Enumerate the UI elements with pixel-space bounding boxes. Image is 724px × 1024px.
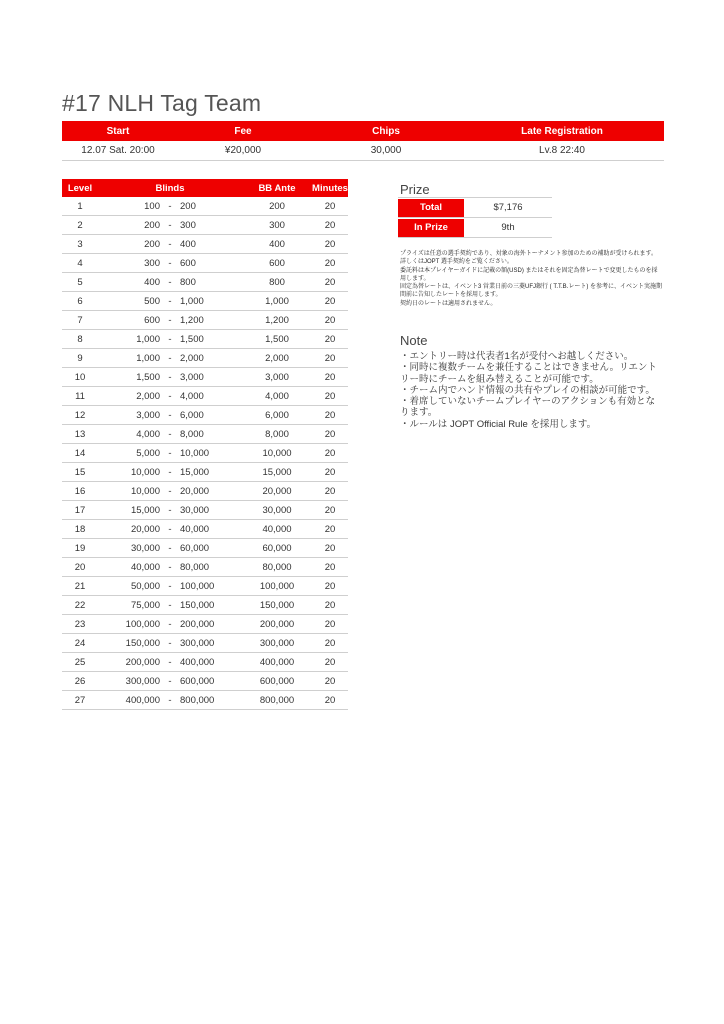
level-cell: 17 bbox=[74, 504, 86, 516]
blinds-cell bbox=[98, 695, 242, 706]
minutes-cell: 20 bbox=[324, 295, 336, 307]
blinds-separator: - bbox=[168, 390, 172, 402]
blinds-cell bbox=[98, 296, 242, 307]
prize-value: $7,176 bbox=[493, 202, 523, 213]
blinds-separator: - bbox=[168, 675, 172, 687]
big-blind-value: 600 bbox=[180, 257, 196, 269]
prize-row-total bbox=[398, 197, 552, 217]
header-bb-ante: BB Ante bbox=[258, 182, 296, 194]
header-blinds: Blinds bbox=[155, 182, 185, 194]
prize-title: Prize bbox=[400, 182, 430, 197]
level-cell: 7 bbox=[77, 314, 83, 326]
bb-ante-cell: 15,000 bbox=[262, 466, 292, 478]
small-blind-value: 150,000 bbox=[125, 637, 160, 649]
level-cell: 9 bbox=[77, 352, 83, 364]
minutes-cell: 20 bbox=[324, 694, 336, 706]
minutes-cell: 20 bbox=[324, 618, 336, 630]
blinds-cell bbox=[98, 657, 242, 668]
bb-ante-cell: 6,000 bbox=[265, 409, 289, 421]
level-cell: 14 bbox=[74, 447, 86, 459]
blinds-cell bbox=[98, 581, 242, 592]
table-row bbox=[62, 558, 348, 577]
bb-ante-cell: 600 bbox=[269, 257, 285, 269]
bb-ante-cell: 4,000 bbox=[265, 390, 289, 402]
minutes-cell: 20 bbox=[324, 333, 336, 345]
table-row bbox=[62, 672, 348, 691]
table-row bbox=[62, 463, 348, 482]
blinds-separator: - bbox=[168, 447, 172, 459]
level-cell: 15 bbox=[74, 466, 86, 478]
event-info-header bbox=[62, 121, 664, 141]
prize-value: 9th bbox=[501, 222, 515, 233]
bb-ante-cell: 1,000 bbox=[265, 295, 289, 307]
blinds-cell bbox=[98, 486, 242, 497]
blinds-separator: - bbox=[168, 599, 172, 611]
small-blind-value: 20,000 bbox=[130, 523, 160, 535]
blinds-cell bbox=[98, 676, 242, 687]
small-blind-value: 4,000 bbox=[136, 428, 160, 440]
big-blind-value: 1,200 bbox=[180, 314, 204, 326]
bb-ante-cell: 30,000 bbox=[262, 504, 292, 516]
table-row bbox=[62, 311, 348, 330]
big-blind-value: 300 bbox=[180, 219, 196, 231]
bb-ante-cell: 400,000 bbox=[259, 656, 295, 668]
level-cell: 23 bbox=[74, 618, 86, 630]
small-blind-value: 50,000 bbox=[130, 580, 160, 592]
big-blind-value: 20,000 bbox=[180, 485, 210, 497]
blinds-cell bbox=[98, 448, 242, 459]
blinds-cell bbox=[98, 638, 242, 649]
blinds-separator: - bbox=[168, 257, 172, 269]
blinds-separator: - bbox=[168, 694, 172, 706]
prize-row-in-prize bbox=[398, 217, 552, 238]
table-row bbox=[62, 387, 348, 406]
bb-ante-cell: 1,500 bbox=[265, 333, 289, 345]
blinds-cell bbox=[98, 429, 242, 440]
minutes-cell: 20 bbox=[324, 371, 336, 383]
table-row bbox=[62, 197, 348, 216]
level-cell: 26 bbox=[74, 675, 86, 687]
bb-ante-cell: 200 bbox=[269, 200, 285, 212]
small-blind-value: 300,000 bbox=[125, 675, 160, 687]
table-row bbox=[62, 330, 348, 349]
level-cell: 3 bbox=[77, 238, 83, 250]
prize-note: 契約日のレートは適用されません。 bbox=[400, 300, 497, 307]
minutes-cell: 20 bbox=[324, 352, 336, 364]
blinds-cell bbox=[98, 334, 242, 345]
table-row bbox=[62, 425, 348, 444]
big-blind-value: 200 bbox=[180, 200, 196, 212]
small-blind-value: 5,000 bbox=[136, 447, 160, 459]
blinds-cell bbox=[98, 277, 242, 288]
level-cell: 12 bbox=[74, 409, 86, 421]
blinds-separator: - bbox=[168, 656, 172, 668]
blinds-separator: - bbox=[168, 504, 172, 516]
minutes-cell: 20 bbox=[324, 409, 336, 421]
big-blind-value: 15,000 bbox=[180, 466, 210, 478]
bb-ante-cell: 600,000 bbox=[259, 675, 295, 687]
blinds-cell bbox=[98, 258, 242, 269]
bb-ante-cell: 20,000 bbox=[262, 485, 292, 497]
big-blind-value: 1,000 bbox=[180, 295, 204, 307]
blinds-cell bbox=[98, 562, 242, 573]
bb-ante-cell: 200,000 bbox=[259, 618, 295, 630]
big-blind-value: 800 bbox=[180, 276, 196, 288]
small-blind-value: 300 bbox=[144, 257, 160, 269]
note-list bbox=[400, 351, 662, 430]
blinds-separator: - bbox=[168, 371, 172, 383]
blinds-header bbox=[62, 179, 348, 197]
minutes-cell: 20 bbox=[324, 637, 336, 649]
big-blind-value: 60,000 bbox=[180, 542, 210, 554]
bb-ante-cell: 10,000 bbox=[262, 447, 292, 459]
small-blind-value: 1,500 bbox=[136, 371, 160, 383]
table-row bbox=[62, 615, 348, 634]
small-blind-value: 400,000 bbox=[125, 694, 160, 706]
prize-label: In Prize bbox=[398, 219, 464, 237]
big-blind-value: 30,000 bbox=[180, 504, 210, 516]
header-level: Level bbox=[67, 182, 93, 194]
table-row bbox=[62, 691, 348, 710]
level-cell: 5 bbox=[77, 276, 83, 288]
note-item: ・エントリー時は代表者1名が受付へお越しください。 bbox=[400, 351, 634, 362]
page-title: #17 NLH Tag Team bbox=[62, 90, 262, 116]
level-cell: 10 bbox=[74, 371, 86, 383]
table-row bbox=[62, 349, 348, 368]
level-cell: 21 bbox=[74, 580, 86, 592]
table-row bbox=[62, 273, 348, 292]
table-row bbox=[62, 368, 348, 387]
big-blind-value: 800,000 bbox=[180, 694, 215, 706]
level-cell: 6 bbox=[77, 295, 83, 307]
blinds-separator: - bbox=[168, 428, 172, 440]
bb-ante-cell: 2,000 bbox=[265, 352, 289, 364]
minutes-cell: 20 bbox=[324, 238, 336, 250]
big-blind-value: 40,000 bbox=[180, 523, 210, 535]
header-fee: Fee bbox=[234, 125, 252, 137]
table-row bbox=[62, 216, 348, 235]
table-row bbox=[62, 520, 348, 539]
late-registration-value: Lv.8 22:40 bbox=[539, 145, 585, 156]
blinds-separator: - bbox=[168, 276, 172, 288]
table-row bbox=[62, 596, 348, 615]
table-row bbox=[62, 292, 348, 311]
note-item: ・チーム内でハンド情報の共有やプレイの相談が可能です。 bbox=[400, 384, 655, 396]
small-blind-value: 10,000 bbox=[130, 485, 160, 497]
big-blind-value: 80,000 bbox=[180, 561, 210, 573]
bb-ante-cell: 8,000 bbox=[265, 428, 289, 440]
big-blind-value: 300,000 bbox=[180, 637, 215, 649]
minutes-cell: 20 bbox=[324, 219, 336, 231]
note-item: ・ルールは JOPT Official Rule を採用します。 bbox=[400, 418, 597, 430]
small-blind-value: 400 bbox=[144, 276, 160, 288]
big-blind-value: 8,000 bbox=[180, 428, 204, 440]
level-cell: 13 bbox=[74, 428, 86, 440]
table-row bbox=[62, 501, 348, 520]
note-title: Note bbox=[400, 333, 428, 348]
minutes-cell: 20 bbox=[324, 580, 336, 592]
minutes-cell: 20 bbox=[324, 599, 336, 611]
small-blind-value: 100 bbox=[144, 200, 160, 212]
big-blind-value: 4,000 bbox=[180, 390, 204, 402]
header-chips: Chips bbox=[372, 125, 400, 137]
note-item: ・着席していないチームプレイヤーのアクションも有効となります。 bbox=[400, 396, 656, 419]
blinds-separator: - bbox=[168, 333, 172, 345]
table-row bbox=[62, 653, 348, 672]
table-row bbox=[62, 444, 348, 463]
level-cell: 19 bbox=[74, 542, 86, 554]
small-blind-value: 1,000 bbox=[136, 333, 160, 345]
blinds-cell bbox=[98, 410, 242, 421]
table-row bbox=[62, 406, 348, 425]
note-item: ・同時に複数チームを兼任することはできません。リエントリー時にチームを組み替えることが可能です。 bbox=[400, 362, 657, 385]
minutes-cell: 20 bbox=[324, 485, 336, 497]
big-blind-value: 6,000 bbox=[180, 409, 204, 421]
event-info-values bbox=[62, 141, 664, 161]
level-cell: 4 bbox=[77, 257, 83, 269]
level-cell: 2 bbox=[77, 219, 83, 231]
bb-ante-cell: 80,000 bbox=[262, 561, 292, 573]
big-blind-value: 100,000 bbox=[180, 580, 215, 592]
header-start: Start bbox=[106, 125, 130, 137]
bb-ante-cell: 1,200 bbox=[265, 314, 289, 326]
small-blind-value: 600 bbox=[144, 314, 160, 326]
fee-value: ¥20,000 bbox=[224, 145, 262, 156]
minutes-cell: 20 bbox=[324, 542, 336, 554]
prize-note: 委託料は本プレイヤーガイドに記載の額(USD) またはそれを固定為替レートで変更したものを採用します。 bbox=[400, 267, 658, 282]
small-blind-value: 15,000 bbox=[130, 504, 160, 516]
bb-ante-cell: 400 bbox=[269, 238, 285, 250]
blinds-cell bbox=[98, 524, 242, 535]
minutes-cell: 20 bbox=[324, 276, 336, 288]
minutes-cell: 20 bbox=[324, 523, 336, 535]
big-blind-value: 200,000 bbox=[180, 618, 215, 630]
minutes-cell: 20 bbox=[324, 200, 336, 212]
minutes-cell: 20 bbox=[324, 314, 336, 326]
chips-value: 30,000 bbox=[370, 145, 402, 156]
blinds-separator: - bbox=[168, 314, 172, 326]
bb-ante-cell: 300,000 bbox=[259, 637, 295, 649]
minutes-cell: 20 bbox=[324, 675, 336, 687]
blinds-cell bbox=[98, 467, 242, 478]
level-cell: 24 bbox=[74, 637, 86, 649]
bb-ante-cell: 800 bbox=[269, 276, 285, 288]
small-blind-value: 3,000 bbox=[136, 409, 160, 421]
header-late-registration: Late Registration bbox=[521, 125, 603, 137]
level-cell: 8 bbox=[77, 333, 83, 345]
blinds-cell bbox=[98, 619, 242, 630]
blinds-cell bbox=[98, 220, 242, 231]
big-blind-value: 150,000 bbox=[180, 599, 215, 611]
blinds-separator: - bbox=[168, 219, 172, 231]
header-minutes: Minutes bbox=[312, 182, 348, 194]
prize-notes bbox=[400, 250, 662, 308]
event-info-table bbox=[62, 121, 664, 161]
bb-ante-cell: 40,000 bbox=[262, 523, 292, 535]
small-blind-value: 2,000 bbox=[136, 390, 160, 402]
small-blind-value: 200 bbox=[144, 219, 160, 231]
blinds-cell bbox=[98, 600, 242, 611]
blinds-cell bbox=[98, 372, 242, 383]
blinds-separator: - bbox=[168, 409, 172, 421]
small-blind-value: 30,000 bbox=[130, 542, 160, 554]
table-row bbox=[62, 482, 348, 501]
level-cell: 20 bbox=[74, 561, 86, 573]
small-blind-value: 500 bbox=[144, 295, 160, 307]
blinds-separator: - bbox=[168, 466, 172, 478]
minutes-cell: 20 bbox=[324, 656, 336, 668]
small-blind-value: 75,000 bbox=[130, 599, 160, 611]
small-blind-value: 100,000 bbox=[125, 618, 160, 630]
bb-ante-cell: 150,000 bbox=[259, 599, 295, 611]
blinds-cell bbox=[98, 239, 242, 250]
small-blind-value: 200,000 bbox=[125, 656, 160, 668]
blinds-separator: - bbox=[168, 618, 172, 630]
blinds-separator: - bbox=[168, 238, 172, 250]
blinds-separator: - bbox=[168, 580, 172, 592]
blinds-rows bbox=[62, 197, 348, 710]
blinds-cell bbox=[98, 391, 242, 402]
bb-ante-cell: 800,000 bbox=[259, 694, 295, 706]
minutes-cell: 20 bbox=[324, 504, 336, 516]
blinds-separator: - bbox=[168, 295, 172, 307]
start-value: 12.07 Sat. 20:00 bbox=[81, 145, 155, 156]
bb-ante-cell: 100,000 bbox=[259, 580, 295, 592]
prize-label: Total bbox=[398, 199, 464, 217]
prize-table bbox=[398, 197, 552, 238]
blinds-table bbox=[62, 179, 348, 710]
level-cell: 11 bbox=[75, 390, 85, 402]
bb-ante-cell: 60,000 bbox=[262, 542, 292, 554]
blinds-separator: - bbox=[168, 637, 172, 649]
blinds-separator: - bbox=[168, 561, 172, 573]
blinds-separator: - bbox=[168, 485, 172, 497]
level-cell: 25 bbox=[74, 656, 86, 668]
small-blind-value: 1,000 bbox=[136, 352, 160, 364]
big-blind-value: 400,000 bbox=[180, 656, 215, 668]
minutes-cell: 20 bbox=[324, 447, 336, 459]
table-row bbox=[62, 539, 348, 558]
blinds-separator: - bbox=[168, 542, 172, 554]
small-blind-value: 40,000 bbox=[130, 561, 160, 573]
blinds-cell bbox=[98, 201, 242, 212]
blinds-cell bbox=[98, 505, 242, 516]
blinds-separator: - bbox=[168, 352, 172, 364]
level-cell: 16 bbox=[74, 485, 86, 497]
table-row bbox=[62, 235, 348, 254]
table-row bbox=[62, 254, 348, 273]
blinds-cell bbox=[98, 543, 242, 554]
minutes-cell: 20 bbox=[324, 466, 336, 478]
minutes-cell: 20 bbox=[324, 257, 336, 269]
bb-ante-cell: 3,000 bbox=[265, 371, 289, 383]
blinds-cell bbox=[98, 315, 242, 326]
level-cell: 22 bbox=[74, 599, 86, 611]
minutes-cell: 20 bbox=[324, 390, 336, 402]
prize-note: 固定為替レートは、イベント3 営業日前の三菱UFJ銀行 ( T.T.B.レート) を参考に、イベント実施期間前に告知したレートを採用します。 bbox=[400, 284, 663, 299]
big-blind-value: 600,000 bbox=[180, 675, 215, 687]
bb-ante-cell: 300 bbox=[269, 219, 285, 231]
level-cell: 1 bbox=[77, 200, 83, 212]
table-row bbox=[62, 577, 348, 596]
big-blind-value: 10,000 bbox=[180, 447, 210, 459]
blinds-cell bbox=[98, 353, 242, 364]
big-blind-value: 1,500 bbox=[180, 333, 204, 345]
big-blind-value: 400 bbox=[180, 238, 196, 250]
level-cell: 18 bbox=[74, 523, 86, 535]
small-blind-value: 10,000 bbox=[130, 466, 160, 478]
big-blind-value: 2,000 bbox=[180, 352, 204, 364]
level-cell: 27 bbox=[74, 694, 86, 706]
minutes-cell: 20 bbox=[324, 428, 336, 440]
prize-note: プライズは任意の選手契約であり、対象の海外トーナメント参加のための補助が受けられます。詳しくはJOPT 選手契約をご覧ください。 bbox=[400, 251, 658, 266]
small-blind-value: 200 bbox=[144, 238, 160, 250]
table-row bbox=[62, 634, 348, 653]
big-blind-value: 3,000 bbox=[180, 371, 204, 383]
blinds-separator: - bbox=[168, 200, 172, 212]
minutes-cell: 20 bbox=[324, 561, 336, 573]
blinds-separator: - bbox=[168, 523, 172, 535]
